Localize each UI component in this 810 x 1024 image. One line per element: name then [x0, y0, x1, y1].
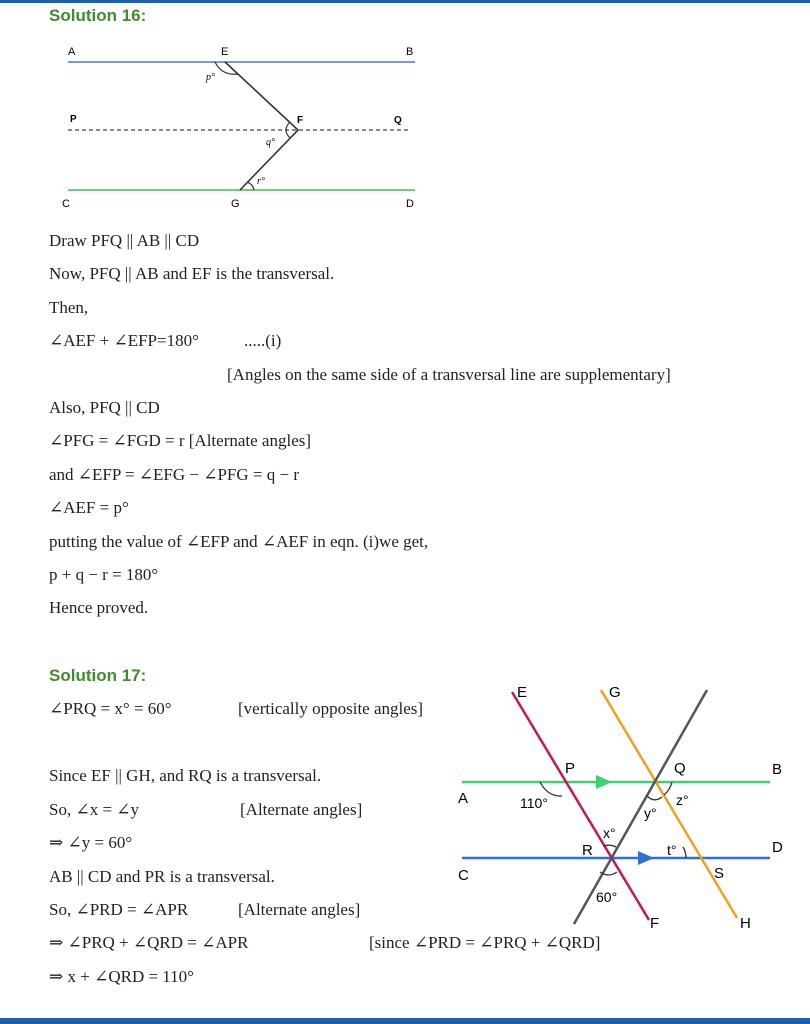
label-q: Q	[394, 115, 402, 126]
label-e: E	[221, 46, 229, 58]
label-d-17: D	[772, 839, 783, 856]
s16-line-10: p + q − r = 180°	[49, 565, 159, 584]
solution-16-figure	[0, 0, 810, 220]
label-f-17: F	[650, 915, 660, 932]
s17-line-7: ⇒ ∠PRQ + ∠QRD = ∠APR	[49, 933, 249, 952]
label-f: F	[297, 115, 304, 126]
solution-17-heading: Solution 17:	[49, 666, 147, 685]
bottom-border	[0, 1018, 810, 1024]
s16-line-3: Then,	[49, 298, 89, 317]
s17-line-6: So, ∠PRD = ∠APR	[49, 900, 189, 919]
s17-reason-alternate-1: [Alternate angles]	[240, 800, 363, 819]
s17-line-2: Since EF || GH, and RQ is a transversal.	[49, 766, 322, 785]
angle-x: x°	[603, 825, 616, 841]
s16-line-5: Also, PFQ || CD	[49, 398, 160, 417]
s16-eq-ref: .....(i)	[244, 331, 282, 350]
label-g: G	[231, 198, 240, 210]
arc-r	[247, 182, 254, 190]
s17-reason-vertically: [vertically opposite angles]	[238, 699, 424, 718]
label-e-17: E	[517, 684, 528, 701]
label-p: P	[70, 114, 77, 125]
s17-line-4: ⇒ ∠y = 60°	[49, 833, 133, 852]
label-h-17: H	[740, 915, 751, 932]
label-s-17: S	[714, 865, 725, 882]
arc-t	[683, 847, 686, 858]
arrow-cd	[638, 851, 654, 865]
angle-q: q°	[266, 137, 275, 148]
label-r-17: R	[582, 842, 593, 859]
s17-reason-alternate-2: [Alternate angles]	[238, 900, 361, 919]
s16-reason: [Angles on the same side of a transversal line are supplementary]	[227, 365, 671, 384]
solution-16-heading: Solution 16:	[49, 6, 147, 25]
angle-p: p°	[206, 72, 215, 83]
line-gh	[601, 690, 737, 918]
arc-110	[540, 782, 562, 796]
angle-z: z°	[676, 792, 689, 808]
s16-line-4: ∠AEF + ∠EFP=180°	[49, 331, 199, 350]
s17-line-8: ⇒ x + ∠QRD = 110°	[49, 967, 194, 986]
label-q-17: Q	[674, 760, 686, 777]
label-b: B	[406, 46, 414, 58]
s17-line-5: AB || CD and PR is a transversal.	[49, 867, 275, 886]
s16-line-2: Now, PFQ || AB and EF is the transversal.	[49, 264, 335, 283]
label-d: D	[406, 198, 414, 210]
solution-17-figure	[0, 660, 810, 1020]
label-b-17: B	[772, 761, 783, 778]
arrow-ab	[596, 775, 612, 789]
angle-r: r°	[257, 176, 265, 187]
s16-line-11: Hence proved.	[49, 598, 149, 617]
s17-reason-since: [since ∠PRD = ∠PRQ + ∠QRD]	[369, 933, 601, 952]
s16-line-7: and ∠EFP = ∠EFG − ∠PFG = q − r	[49, 465, 300, 484]
label-g-17: G	[609, 684, 621, 701]
label-c-17: C	[458, 867, 469, 884]
angle-y: y°	[644, 805, 657, 821]
s16-line-1: Draw PFQ || AB || CD	[49, 231, 200, 250]
s16-line-8: ∠AEF = p°	[49, 498, 129, 517]
angle-110: 110°	[520, 795, 548, 811]
s17-line-3: So, ∠x = ∠y	[49, 800, 140, 819]
label-c: C	[62, 198, 70, 210]
label-a: A	[68, 46, 76, 58]
s17-line-1: ∠PRQ = x° = 60°	[49, 699, 172, 718]
angle-60: 60°	[596, 889, 618, 905]
label-p-17: P	[565, 760, 576, 777]
s16-line-6: ∠PFG = ∠FGD = r [Alternate angles]	[49, 431, 312, 450]
label-a-17: A	[458, 790, 469, 807]
s16-line-9: putting the value of ∠EFP and ∠AEF in eqn. (i)we get,	[49, 532, 429, 551]
arc-y	[647, 796, 662, 800]
arc-z	[664, 782, 672, 795]
angle-t: t°	[667, 842, 677, 858]
